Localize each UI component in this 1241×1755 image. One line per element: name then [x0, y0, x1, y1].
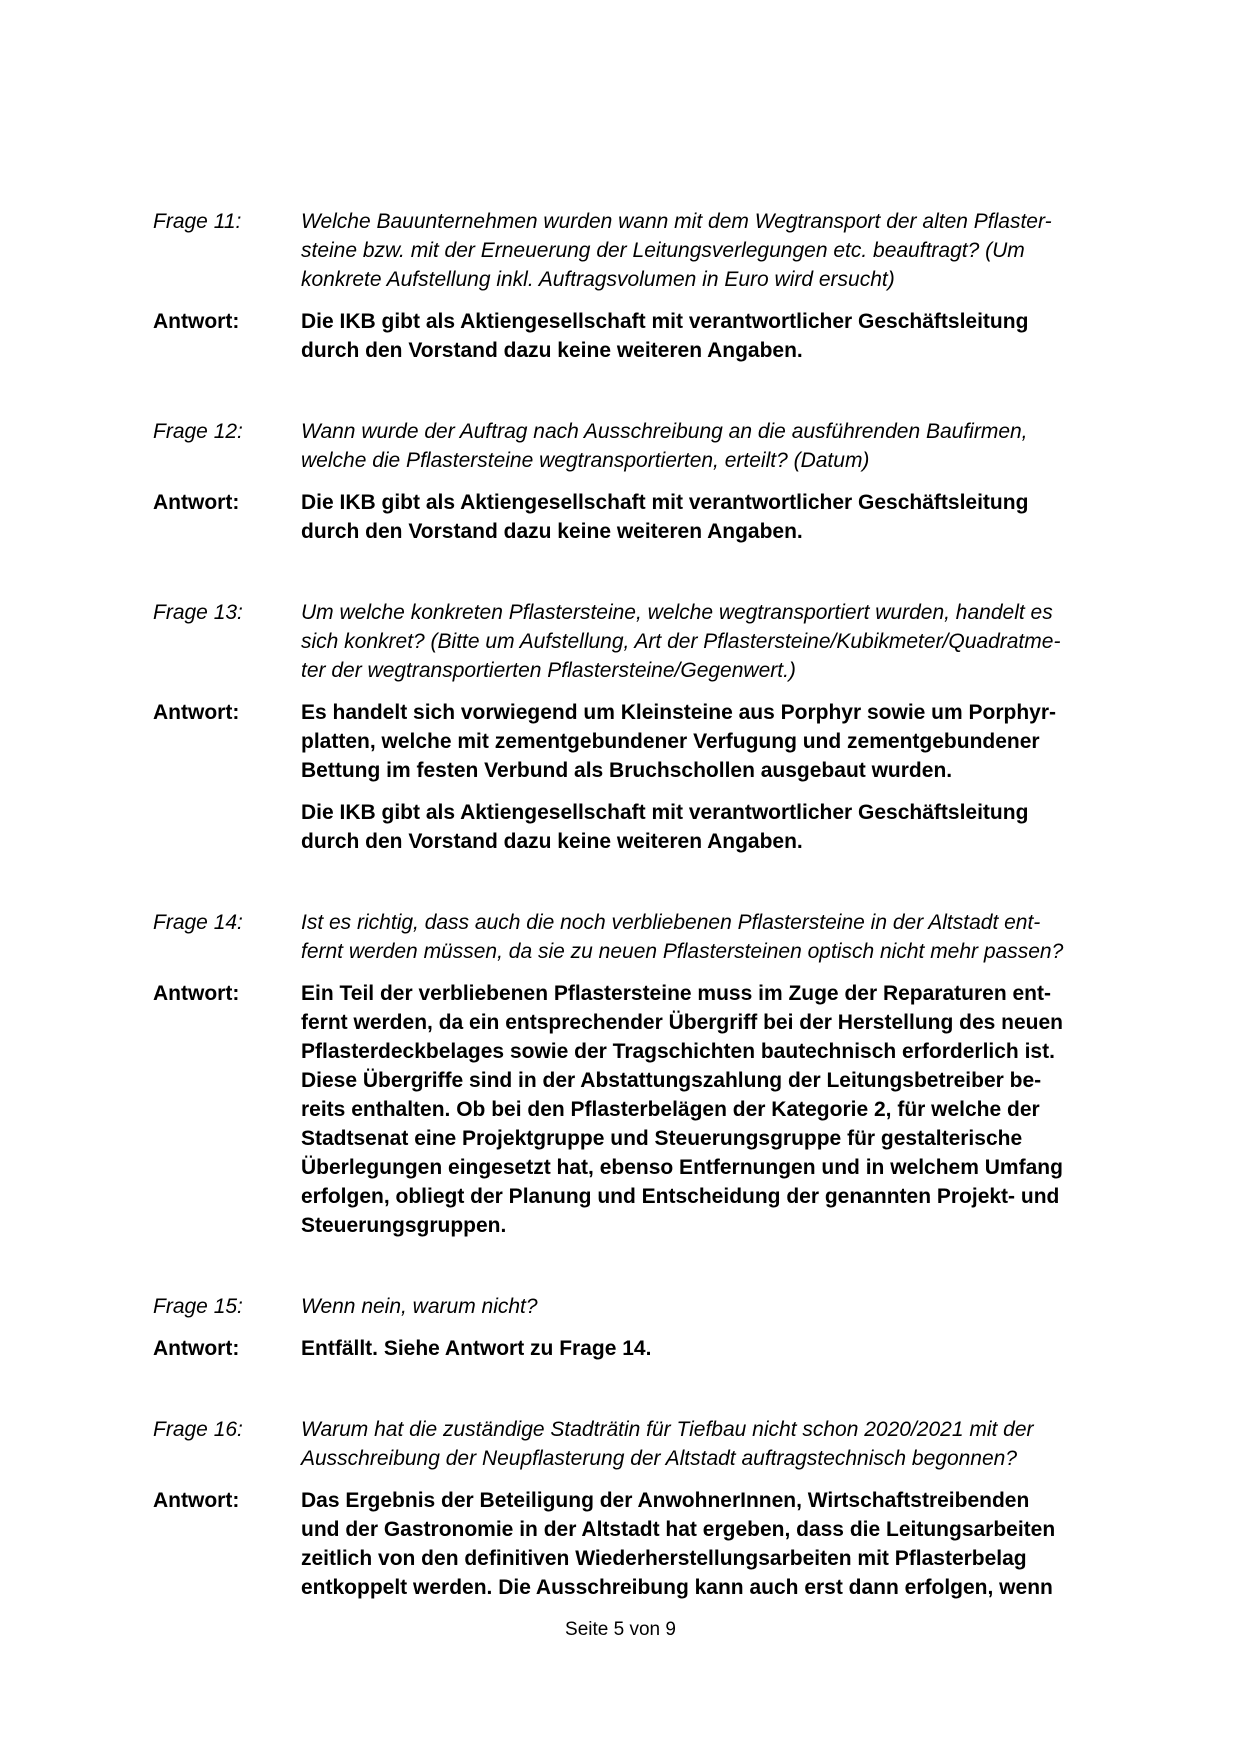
question-text	[301, 417, 1133, 475]
answer-line: fernt werden, da ein entsprechender Übergriff bei der Herstellung des neuen	[301, 1011, 1063, 1034]
qa-block	[153, 417, 1133, 546]
answer-paragraph	[301, 698, 1133, 785]
question-line: Warum hat die zuständige Stadträtin für Tiefbau nicht schon 2020/2021 mit der	[301, 1418, 1034, 1441]
question-text	[301, 207, 1133, 294]
qa-block	[153, 207, 1133, 365]
question-line: Wenn nein, warum nicht?	[301, 1295, 538, 1318]
question-line: steine bzw. mit der Erneuerung der Leitungsverlegungen etc. beauftragt? (Um	[301, 239, 1025, 262]
question-text	[301, 1415, 1133, 1473]
answer-paragraph	[301, 979, 1133, 1240]
answer-line: Überlegungen eingesetzt hat, ebenso Entfernungen und in welchem Umfang	[301, 1156, 1063, 1179]
answer-label: Antwort:	[153, 701, 240, 724]
question-row	[153, 1415, 1133, 1473]
answer-paragraph	[301, 798, 1133, 856]
answer-row	[153, 488, 1133, 546]
question-text	[301, 598, 1133, 685]
answer-row	[153, 979, 1133, 1240]
answer-paragraph	[301, 488, 1133, 546]
question-line: ter der wegtransportierten Pflastersteine/Gegenwert.)	[301, 659, 796, 682]
qa-block	[153, 908, 1133, 1240]
answer-paragraph	[301, 307, 1133, 365]
answer-line: Entfällt. Siehe Antwort zu Frage 14.	[301, 1337, 652, 1360]
qa-block	[153, 1415, 1133, 1602]
qa-block	[153, 598, 1133, 856]
answer-line: Bettung im festen Verbund als Bruchschollen ausgebaut wurden.	[301, 759, 953, 782]
answer-text	[301, 979, 1133, 1240]
question-text	[301, 1292, 1133, 1321]
question-row	[153, 417, 1133, 475]
question-line: konkrete Aufstellung inkl. Auftragsvolumen in Euro wird ersucht)	[301, 268, 895, 291]
answer-line: Pflasterdeckbelages sowie der Tragschichten bautechnisch erforderlich ist.	[301, 1040, 1055, 1063]
question-line: fernt werden müssen, da sie zu neuen Pflastersteinen optisch nicht mehr passen?	[301, 940, 1064, 963]
question-line: Um welche konkreten Pflastersteine, welche wegtransportiert wurden, handelt es	[301, 601, 1053, 624]
question-label: Frage 16:	[153, 1418, 243, 1441]
answer-line: Es handelt sich vorwiegend um Kleinsteine aus Porphyr sowie um Porphyr-	[301, 701, 1057, 724]
question-row	[153, 1292, 1133, 1321]
page-number-footer: Seite 5 von 9	[565, 1619, 676, 1640]
question-label: Frage 11:	[153, 210, 242, 233]
question-label: Frage 14:	[153, 911, 243, 934]
answer-line: platten, welche mit zementgebundener Verfugung und zementgebundener	[301, 730, 1040, 753]
document-body	[153, 207, 1133, 1602]
answer-line: und der Gastronomie in der Altstadt hat ergeben, dass die Leitungsarbeiten	[301, 1518, 1056, 1541]
answer-line: Die IKB gibt als Aktiengesellschaft mit verantwortlicher Geschäftsleitung	[301, 310, 1029, 333]
answer-text	[301, 307, 1133, 365]
answer-row	[153, 307, 1133, 365]
answer-line: zeitlich von den definitiven Wiederherstellungsarbeiten mit Pflasterbelag	[301, 1547, 1027, 1570]
answer-row	[153, 1486, 1133, 1602]
question-label: Frage 12:	[153, 420, 243, 443]
answer-label: Antwort:	[153, 491, 240, 514]
answer-line: Die IKB gibt als Aktiengesellschaft mit verantwortlicher Geschäftsleitung	[301, 491, 1029, 514]
answer-text	[301, 488, 1133, 546]
answer-line: Stadtsenat eine Projektgruppe und Steuerungsgruppe für gestalterische	[301, 1127, 1023, 1150]
answer-label: Antwort:	[153, 310, 240, 333]
question-row	[153, 908, 1133, 966]
answer-line: reits enthalten. Ob bei den Pflasterbelägen der Kategorie 2, für welche der	[301, 1098, 1040, 1121]
answer-line: Die IKB gibt als Aktiengesellschaft mit verantwortlicher Geschäftsleitung	[301, 801, 1029, 824]
answer-label: Antwort:	[153, 1489, 240, 1512]
qa-block	[153, 1292, 1133, 1363]
answer-line: durch den Vorstand dazu keine weiteren Angaben.	[301, 339, 803, 362]
answer-row	[153, 1334, 1133, 1363]
answer-paragraph	[301, 1334, 1133, 1363]
answer-line: durch den Vorstand dazu keine weiteren Angaben.	[301, 830, 803, 853]
answer-line: Diese Übergriffe sind in der Abstattungszahlung der Leitungsbetreiber be-	[301, 1069, 1042, 1092]
answer-line: durch den Vorstand dazu keine weiteren Angaben.	[301, 520, 803, 543]
answer-paragraph	[301, 1486, 1133, 1602]
answer-label: Antwort:	[153, 982, 240, 1005]
question-line: Welche Bauunternehmen wurden wann mit dem Wegtransport der alten Pflaster-	[301, 210, 1052, 233]
question-line: Wann wurde der Auftrag nach Ausschreibung an die ausführenden Baufirmen,	[301, 420, 1028, 443]
question-line: Ausschreibung der Neupflasterung der Altstadt auftragstechnisch begonnen?	[301, 1447, 1018, 1470]
answer-line: Ein Teil der verbliebenen Pflastersteine muss im Zuge der Reparaturen ent-	[301, 982, 1051, 1005]
question-label: Frage 15:	[153, 1295, 243, 1318]
answer-label: Antwort:	[153, 1337, 240, 1360]
question-line: Ist es richtig, dass auch die noch verbliebenen Pflastersteine in der Altstadt ent-	[301, 911, 1041, 934]
question-row	[153, 207, 1133, 294]
answer-line: erfolgen, obliegt der Planung und Entscheidung der genannten Projekt- und	[301, 1185, 1060, 1208]
question-line: sich konkret? (Bitte um Aufstellung, Art der Pflastersteine/Kubikmeter/Quadratme-	[301, 630, 1061, 653]
question-row	[153, 598, 1133, 685]
answer-line: entkoppelt werden. Die Ausschreibung kann auch erst dann erfolgen, wenn	[301, 1576, 1053, 1599]
answer-line: Steuerungsgruppen.	[301, 1214, 507, 1237]
answer-row	[153, 698, 1133, 856]
question-label: Frage 13:	[153, 601, 243, 624]
answer-text	[301, 698, 1133, 856]
question-text	[301, 908, 1133, 966]
answer-line: Das Ergebnis der Beteiligung der AnwohnerInnen, Wirtschaftstreibenden	[301, 1489, 1030, 1512]
question-line: welche die Pflastersteine wegtransportierten, erteilt? (Datum)	[301, 449, 870, 472]
answer-text	[301, 1486, 1133, 1602]
answer-text	[301, 1334, 1133, 1363]
